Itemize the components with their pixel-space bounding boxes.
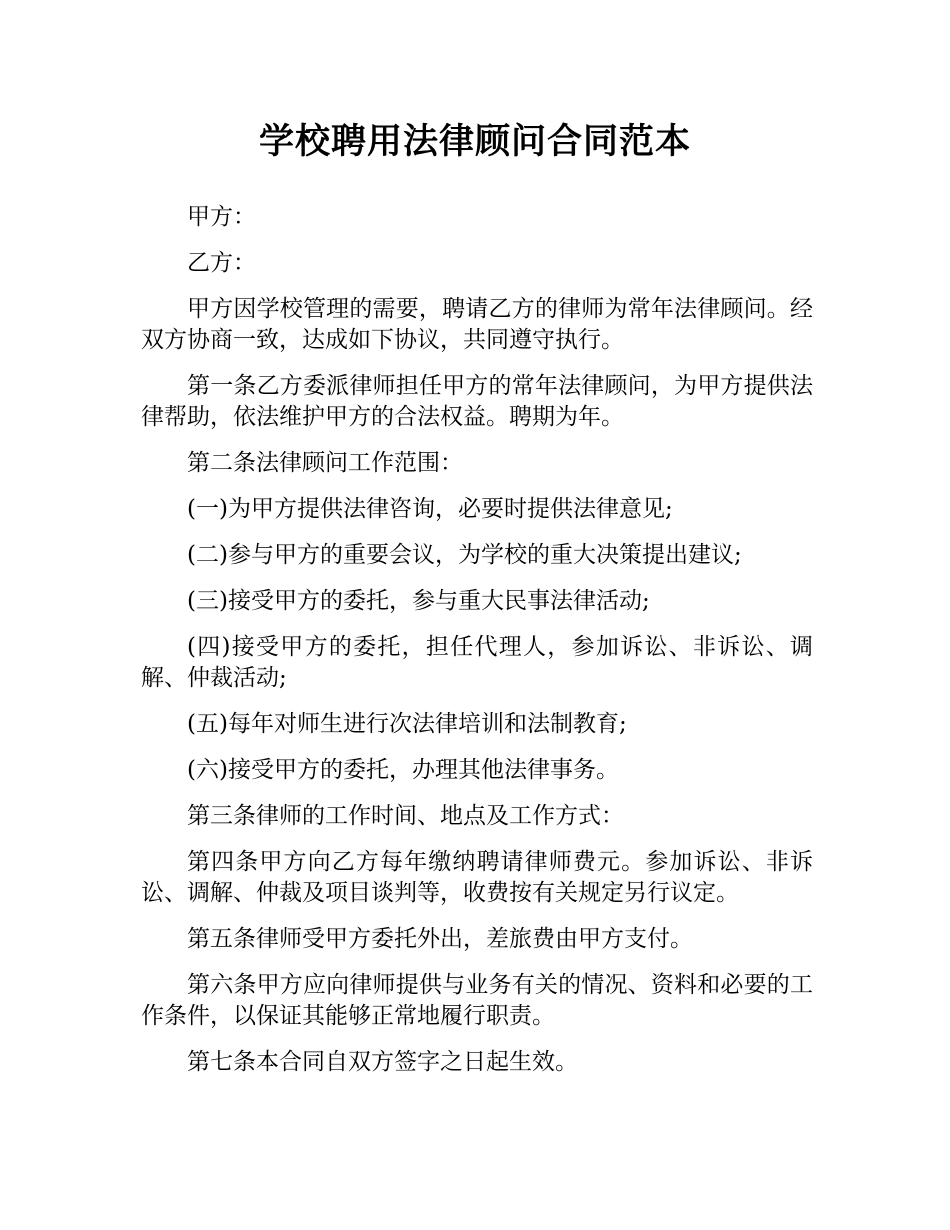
party-a-line: 甲方： bbox=[187, 204, 256, 230]
document-title: 学校聘用法律顾问合同范本 bbox=[258, 122, 691, 162]
article-3-paragraph: 第三条律师的工作时间、地点及工作方式： bbox=[187, 803, 624, 829]
scope-item-5: (五)每年对师生进行次法律培训和法制教育; bbox=[187, 711, 627, 737]
scope-item-1: (一)为甲方提供法律咨询，必要时提供法律意见; bbox=[187, 496, 673, 522]
preamble-paragraph: 甲方因学校管理的需要，聘请乙方的律师为常年法律顾问。经双方协商一致，达成如下协议，共同遵守执行。 bbox=[141, 296, 813, 353]
article-4-paragraph: 第四条甲方向乙方每年缴纳聘请律师费元。参加诉讼、非诉讼、调解、仲裁及项目谈判等，收费按有关规定另行议定。 bbox=[141, 849, 813, 906]
article-1-paragraph: 第一条乙方委派律师担任甲方的常年法律顾问，为甲方提供法律帮助，依法维护甲方的合法权益。聘期为年。 bbox=[141, 373, 813, 430]
article-7-paragraph: 第七条本合同自双方签字之日起生效。 bbox=[187, 1049, 578, 1075]
article-5-paragraph: 第五条律师受甲方委托外出，差旅费由甲方支付。 bbox=[187, 926, 693, 952]
scope-item-6: (六)接受甲方的委托，办理其他法律事务。 bbox=[187, 757, 619, 783]
scope-item-4: (四)接受甲方的委托，担任代理人，参加诉讼、非诉讼、调解、仲裁活动; bbox=[141, 634, 813, 691]
scope-item-2: (二)参与甲方的重要会议，为学校的重大决策提出建议; bbox=[187, 542, 742, 568]
document-body bbox=[141, 202, 813, 1093]
article-2-heading: 第二条法律顾问工作范围： bbox=[187, 450, 463, 476]
scope-item-3: (三)接受甲方的委托，参与重大民事法律活动; bbox=[187, 588, 650, 614]
party-b-line: 乙方： bbox=[187, 250, 256, 276]
article-6-paragraph: 第六条甲方应向律师提供与业务有关的情况、资料和必要的工作条件，以保证其能够正常地履行职责。 bbox=[141, 972, 813, 1029]
